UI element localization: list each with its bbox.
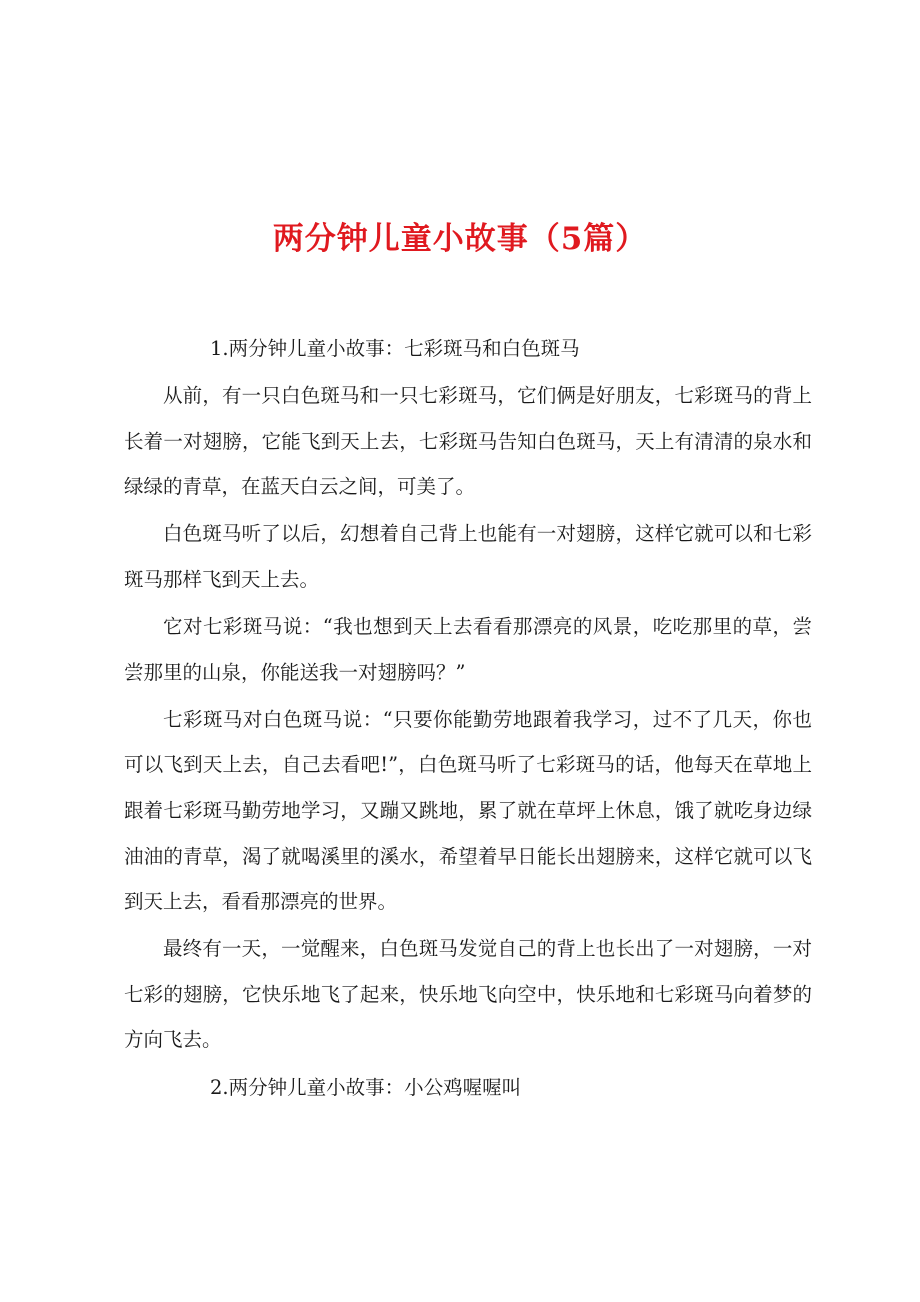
story-paragraph: 它对七彩斑马说：“我也想到天上去看看那漂亮的风景，吃吃那里的草，尝尝那里的山泉，你能送我一对翅膀吗？”	[124, 615, 812, 684]
document-title: 两分钟儿童小故事（5篇）	[272, 220, 648, 257]
document-body	[124, 326, 812, 1112]
section-heading-2: 2.两分钟儿童小故事：小公鸡喔喔叫	[210, 1075, 522, 1099]
section-heading-1: 1.两分钟儿童小故事：七彩斑马和白色斑马	[210, 337, 580, 360]
story-paragraph: 最终有一天，一觉醒来，白色斑马发觉自己的背上也长出了一对翅膀，一对七彩的翅膀，它快乐地飞了起来，快乐地飞向空中，快乐地和七彩斑马向着梦的方向飞去。	[124, 937, 812, 1052]
story-paragraph: 七彩斑马对白色斑马说：“只要你能勤劳地跟着我学习，过不了几天，你也可以飞到天上去，自己去看吧!”，白色斑马听了七彩斑马的话，他每天在草地上跟着七彩斑马勤劳地学习，又蹦又跳地，累了就在草坪上休息，饿了就吃身边绿油油的青草，渴了就喝溪里的溪水，希望着早日能长出翅膀来，这样它就可以飞到天上去，看看那漂亮的世界。	[124, 707, 812, 914]
story-paragraph: 白色斑马听了以后，幻想着自己背上也能有一对翅膀，这样它就可以和七彩斑马那样飞到天上去。	[124, 522, 812, 591]
story-paragraph: 从前，有一只白色斑马和一只七彩斑马，它们俩是好朋友，七彩斑马的背上长着一对翅膀，它能飞到天上去，七彩斑马告知白色斑马，天上有清清的泉水和绿绿的青草，在蓝天白云之间，可美了。	[124, 384, 812, 499]
